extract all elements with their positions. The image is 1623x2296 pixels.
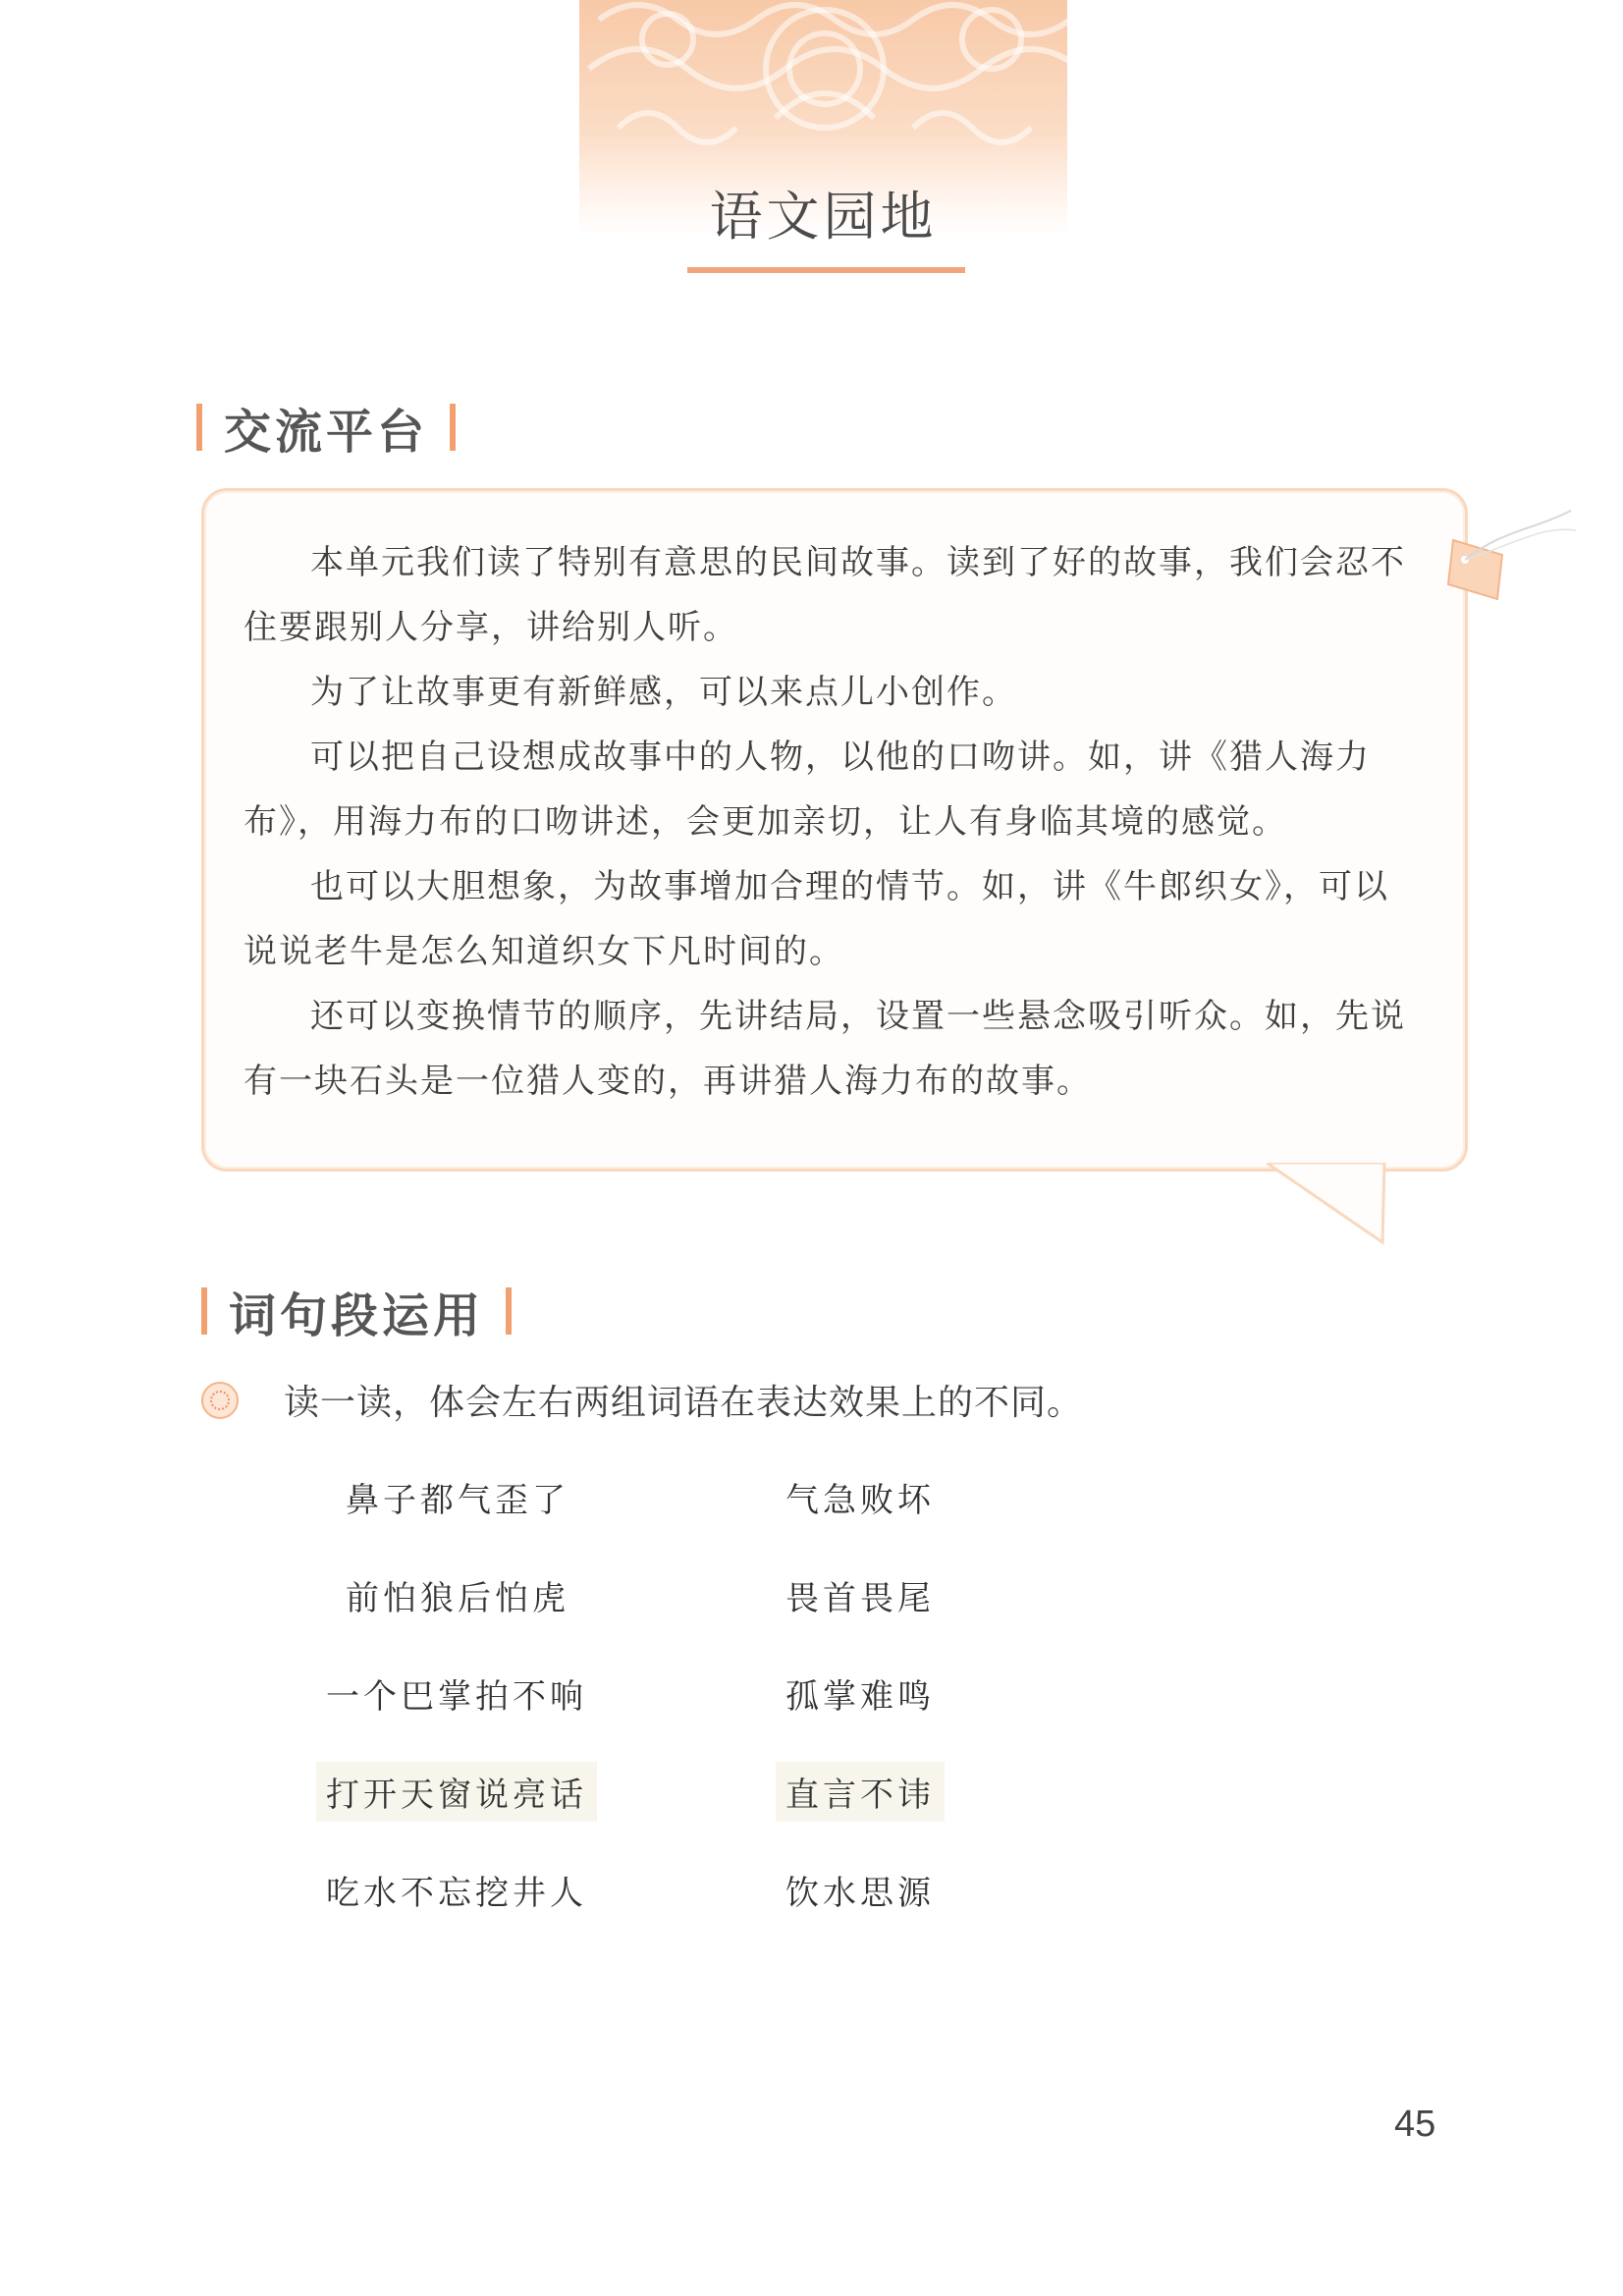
word-right: 直言不讳: [776, 1762, 945, 1822]
paragraph: 也可以大胆想象，为故事增加合理的情节。如，讲《牛郎织女》，可以说说老牛是怎么知道织女下凡时间的。: [243, 867, 1389, 971]
hanging-tag-icon: [1443, 501, 1581, 619]
word-right: 孤掌难鸣: [785, 1677, 935, 1717]
section-heading-exchange: [196, 393, 456, 462]
word-left: 鼻子都气歪了: [346, 1481, 569, 1520]
paragraph: 本单元我们读了特别有意思的民间故事。读到了好的故事，我们会忍不住要跟别人分享，讲给别人听。: [243, 543, 1406, 647]
bubble-tail: [1267, 1149, 1424, 1247]
heading-bar-right: [450, 404, 456, 451]
task-instruction: [201, 1375, 1083, 1425]
task-bullet-icon: [201, 1382, 239, 1419]
paragraph: 为了让故事更有新鲜感，可以来点儿小创作。: [310, 673, 1017, 712]
word-left: 前怕狼后怕虎: [346, 1579, 569, 1618]
heading-bar-left: [196, 404, 202, 451]
heading-bar-left: [201, 1287, 207, 1335]
page-title: 语文园地: [709, 186, 938, 247]
task-text: 读一读，体会左右两组词语在表达效果上的不同。: [284, 1383, 1084, 1423]
title-underline: [687, 267, 965, 273]
word-left: 打开天窗说亮话: [316, 1762, 597, 1822]
word-right: 饮水思源: [785, 1874, 935, 1913]
paragraph: 可以把自己设想成故事中的人物，以他的口吻讲。如，讲《猎人海力布》，用海力布的口吻讲述，会更加亲切，让人有身临其境的感觉。: [243, 738, 1371, 842]
exchange-text: [243, 530, 1422, 1114]
section-heading-usage: [201, 1277, 512, 1345]
paragraph: 还可以变换情节的顺序，先讲结局，设置一些悬念吸引听众。如，先说有一块石头是一位猎人变的，再讲猎人海力布的故事。: [243, 997, 1406, 1101]
word-left: 一个巴掌拍不响: [326, 1677, 587, 1717]
word-right: 气急败坏: [785, 1481, 935, 1520]
section-heading-label: 词句段运用: [229, 1287, 485, 1343]
section-heading-label: 交流平台: [224, 404, 429, 460]
page-number: 45: [1394, 2104, 1436, 2145]
heading-bar-right: [506, 1287, 512, 1335]
word-right: 畏首畏尾: [785, 1579, 935, 1618]
word-left: 吃水不忘挖井人: [326, 1874, 587, 1913]
